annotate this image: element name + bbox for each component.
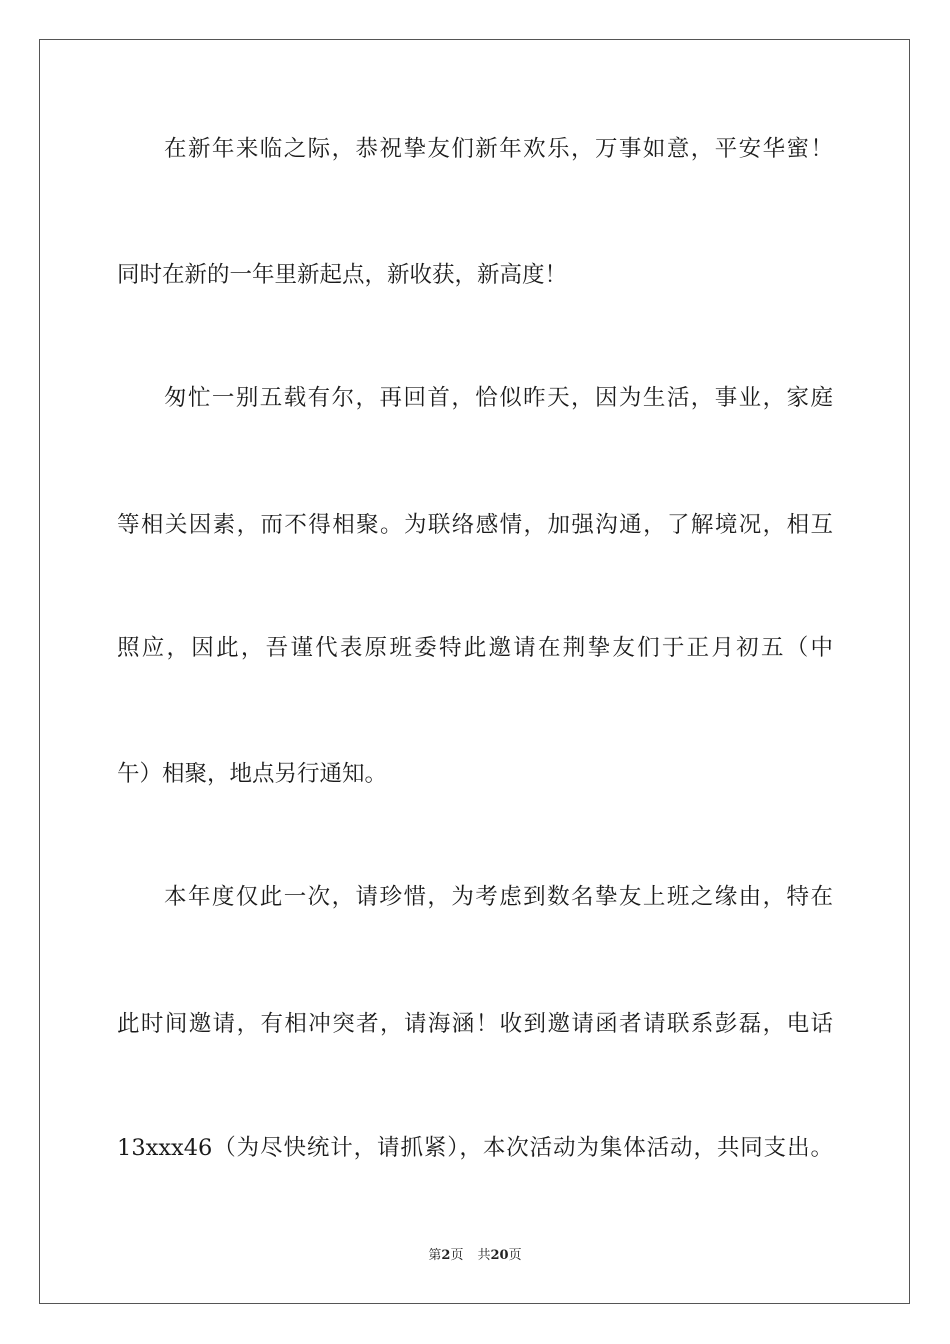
paragraph-3-line-1: 本年度仅此一次，请珍惜，为考虑到数名挚友上班之缘由，特在 [164,884,833,910]
footer-total-prefix: 共 [477,1248,491,1263]
paragraph-3-line-2: 此时间邀请，有相冲突者，请海涵！收到邀请函者请联系彭磊，电话 [117,1011,833,1037]
paragraph-2-line-3: 照应，因此，吾谨代表原班委特此邀请在荆挚友们于正月初五（中 [117,635,833,661]
page-frame [39,39,910,1304]
page-footer [0,1248,950,1264]
footer-page-suffix: 页 [450,1248,464,1263]
footer-total-suffix: 页 [508,1248,522,1263]
paragraph-2-line-1: 匆忙一别五载有尔，再回首，恰似昨天，因为生活，事业，家庭 [164,385,833,411]
paragraph-1-line-1: 在新年来临之际，恭祝挚友们新年欢乐，万事如意，平安华蜜！ [164,136,833,162]
paragraph-3-line-3: 13xxx46（为尽快统计，请抓紧），本次活动为集体活动，共同支出。 [117,1135,833,1161]
paragraph-1-line-2: 同时在新的一年里新起点，新收获，新高度！ [117,262,568,288]
footer-page-prefix: 第 [428,1248,442,1263]
footer-total-pages: 20 [490,1248,509,1263]
paragraph-2-line-2: 等相关因素，而不得相聚。为联络感情，加强沟通，了解境况，相互 [117,512,833,538]
footer-page-number: 2 [441,1248,451,1263]
paragraph-2-line-4: 午）相聚，地点另行通知。 [117,761,388,787]
